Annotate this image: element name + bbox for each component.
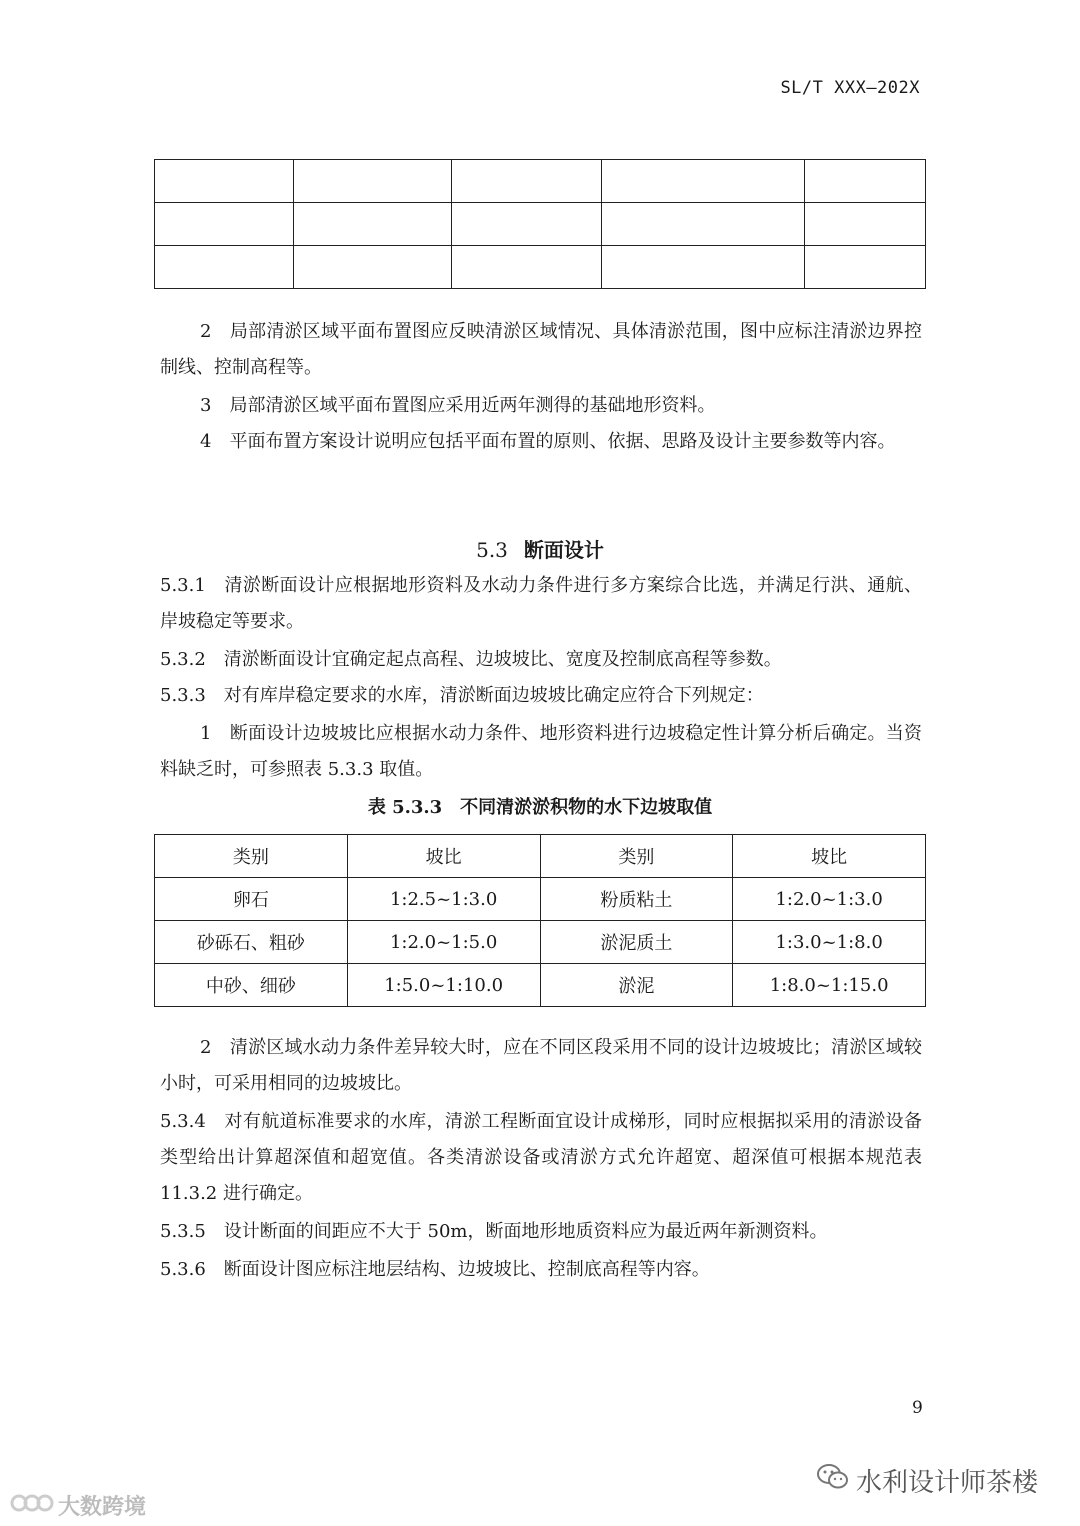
- table-row: [155, 246, 926, 289]
- wechat-icon: [816, 1462, 850, 1499]
- section-title: [0, 532, 1080, 568]
- table-header-cell: 坡比: [347, 835, 540, 878]
- table-cell: 1:2.0~1:3.0: [733, 878, 926, 921]
- watermark-left-text: 大数跨境: [58, 1495, 147, 1520]
- clause-5-3-2: 5.3.2 清淤断面设计宜确定起点高程、边坡坡比、宽度及控制底高程等参数。: [160, 649, 782, 670]
- clause-5-3-3: 5.3.3 对有库岸稳定要求的水库，清淤断面边坡坡比确定应符合下列规定：: [160, 685, 764, 706]
- paragraph-item-2: 2 局部清淤区域平面布置图应反映清淤区域情况、具体清淤范围，图中应标注清淤边界控制线、控制高程等。: [160, 321, 922, 378]
- clause-5-3-1: 5.3.1 清淤断面设计应根据地形资料及水动力条件进行多方案综合比选，并满足行洪、通航、岸坡稳定等要求。: [160, 575, 922, 632]
- table-row: [155, 921, 926, 964]
- clause-5-3-4: 5.3.4 对有航道标准要求的水库，清淤工程断面宜设计成梯形，同时应根据拟采用的清淤设备类型给出计算超深值和超宽值。各类清淤设备或清淤方式允许超宽、超深值可根据本规范表 11.3.2 进行确定。: [160, 1111, 922, 1204]
- paragraph-item-3: 3 局部清淤区域平面布置图应采用近两年测得的基础地形资料。: [200, 395, 716, 416]
- table-header-cell: 类别: [540, 835, 733, 878]
- clause-item-2: 2 清淤区域水动力条件差异较大时，应在不同区段采用不同的设计边坡坡比；清淤区域较小时，可采用相同的边坡坡比。: [160, 1037, 922, 1094]
- clause-5-3-5: 5.3.5 设计断面的间距应不大于 50m，断面地形地质资料应为最近两年新测资料。: [160, 1221, 828, 1242]
- watermark-right: [816, 1462, 1038, 1499]
- page-number: 9: [912, 1398, 923, 1418]
- slope-table: [154, 834, 926, 1007]
- table-cell: 粉质粘土: [540, 878, 733, 921]
- table-cell: 1:5.0~1:10.0: [347, 964, 540, 1007]
- header-doc-code: SL/T XXX—202X: [780, 78, 920, 98]
- table-cell: 卵石: [155, 878, 348, 921]
- table-cell: 1:2.5~1:3.0: [347, 878, 540, 921]
- section-number: 5.3: [476, 538, 508, 562]
- table-header-cell: 坡比: [733, 835, 926, 878]
- paragraph-item-4: 4 平面布置方案设计说明应包括平面布置的原则、依据、思路及设计主要参数等内容。: [200, 431, 896, 452]
- table-row: [155, 160, 926, 203]
- table-cell: 淤泥质土: [540, 921, 733, 964]
- table-row: [155, 964, 926, 1007]
- empty-table: [154, 159, 926, 289]
- table-cell: 1:8.0~1:15.0: [733, 964, 926, 1007]
- table-cell: 1:3.0~1:8.0: [733, 921, 926, 964]
- table-header-cell: 类别: [155, 835, 348, 878]
- table-cell: 中砂、细砂: [155, 964, 348, 1007]
- table-header-row: [155, 835, 926, 878]
- watermark-left: [10, 1490, 146, 1521]
- table-cell: 1:2.0~1:5.0: [347, 921, 540, 964]
- watermark-right-text: 水利设计师茶楼: [856, 1468, 1039, 1498]
- table-row: [155, 878, 926, 921]
- table-cell: 淤泥: [540, 964, 733, 1007]
- logo-icon: [10, 1492, 54, 1520]
- table-cell: 砂砾石、粗砂: [155, 921, 348, 964]
- table-caption: 表 5.3.3 不同清淤淤积物的水下边坡取值: [367, 797, 713, 818]
- table-row: [155, 203, 926, 246]
- section-heading: 断面设计: [523, 538, 604, 562]
- clause-5-3-6: 5.3.6 断面设计图应标注地层结构、边坡坡比、控制底高程等内容。: [160, 1259, 710, 1280]
- clause-item-1: 1 断面设计边坡坡比应根据水动力条件、地形资料进行边坡稳定性计算分析后确定。当资料缺乏时，可参照表 5.3.3 取值。: [160, 723, 922, 780]
